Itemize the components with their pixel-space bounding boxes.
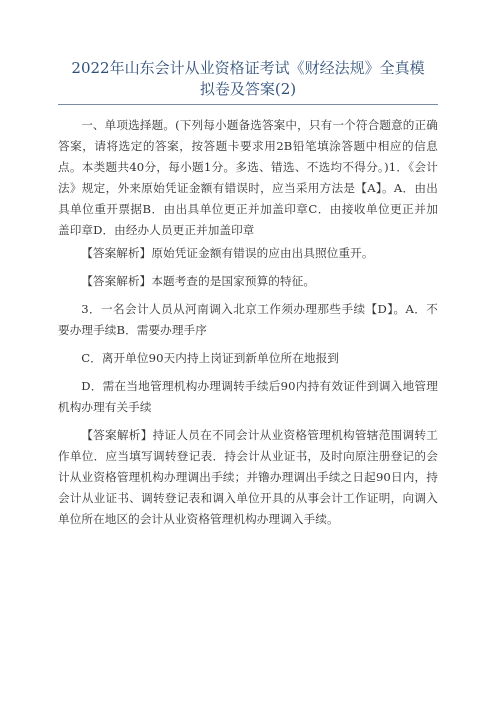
paragraph-instructions-q1: 一、单项选择题。(下列每小题备选答案中，只有一个符合题意的正确答案，请将选定的答案，按答题卡要求用2B铅笔填涂答题中相应的信息点。本类题共40分，每小题1分。多选、错选、不选均不得分。)1．《会计法》规定，外来原始凭证金额有错误时，应当采用方法是【A】。A．由出具单位重开票据B．由出具单位更正并加盖印章C．由接收单位更正并加盖印章D．由经办人员更正并加盖印章 [58, 118, 438, 237]
paragraph-answer-analysis-1: 【答案解析】原始凭证金额有错误的应由出具照位重开。 [81, 246, 374, 260]
paragraph-question-3: 3．一名会计人员从河南调入北京工作须办理那些手续【D】。A．不要办理手续B．需要办理手序 [58, 302, 438, 337]
title-divider [58, 104, 438, 105]
paragraph-answer-analysis-2: 【答案解析】本题考查的是国家预算的特征。 [81, 274, 316, 288]
paragraph-option-c: C．离开单位90天内持上岗证到新单位所在地报到 [81, 351, 339, 365]
document-title: 2022年山东会计从业资格证考试《财经法规》全真模拟卷及答案(2) [71, 59, 425, 98]
paragraph-answer-analysis-3: 【答案解析】持证人员在不同会计从业资格管理机构管辖范围调转工作单位．应当填写调转登记表．持会计从业证书，及时向原注册登记的会计从业资格管理机构办理调出手续；并镥办理调出手续之日起90日内，持会计从业证书、调转登记表和调入单位开具的从事会计工作证明，向调入单位所在地区的会计从业资格管理机构办理调入手续。 [58, 428, 438, 526]
paragraph-option-d: D．需在当地管理机构办理调转手续后90内持有效证件到调入地管理机构办理有关手续 [58, 379, 438, 414]
